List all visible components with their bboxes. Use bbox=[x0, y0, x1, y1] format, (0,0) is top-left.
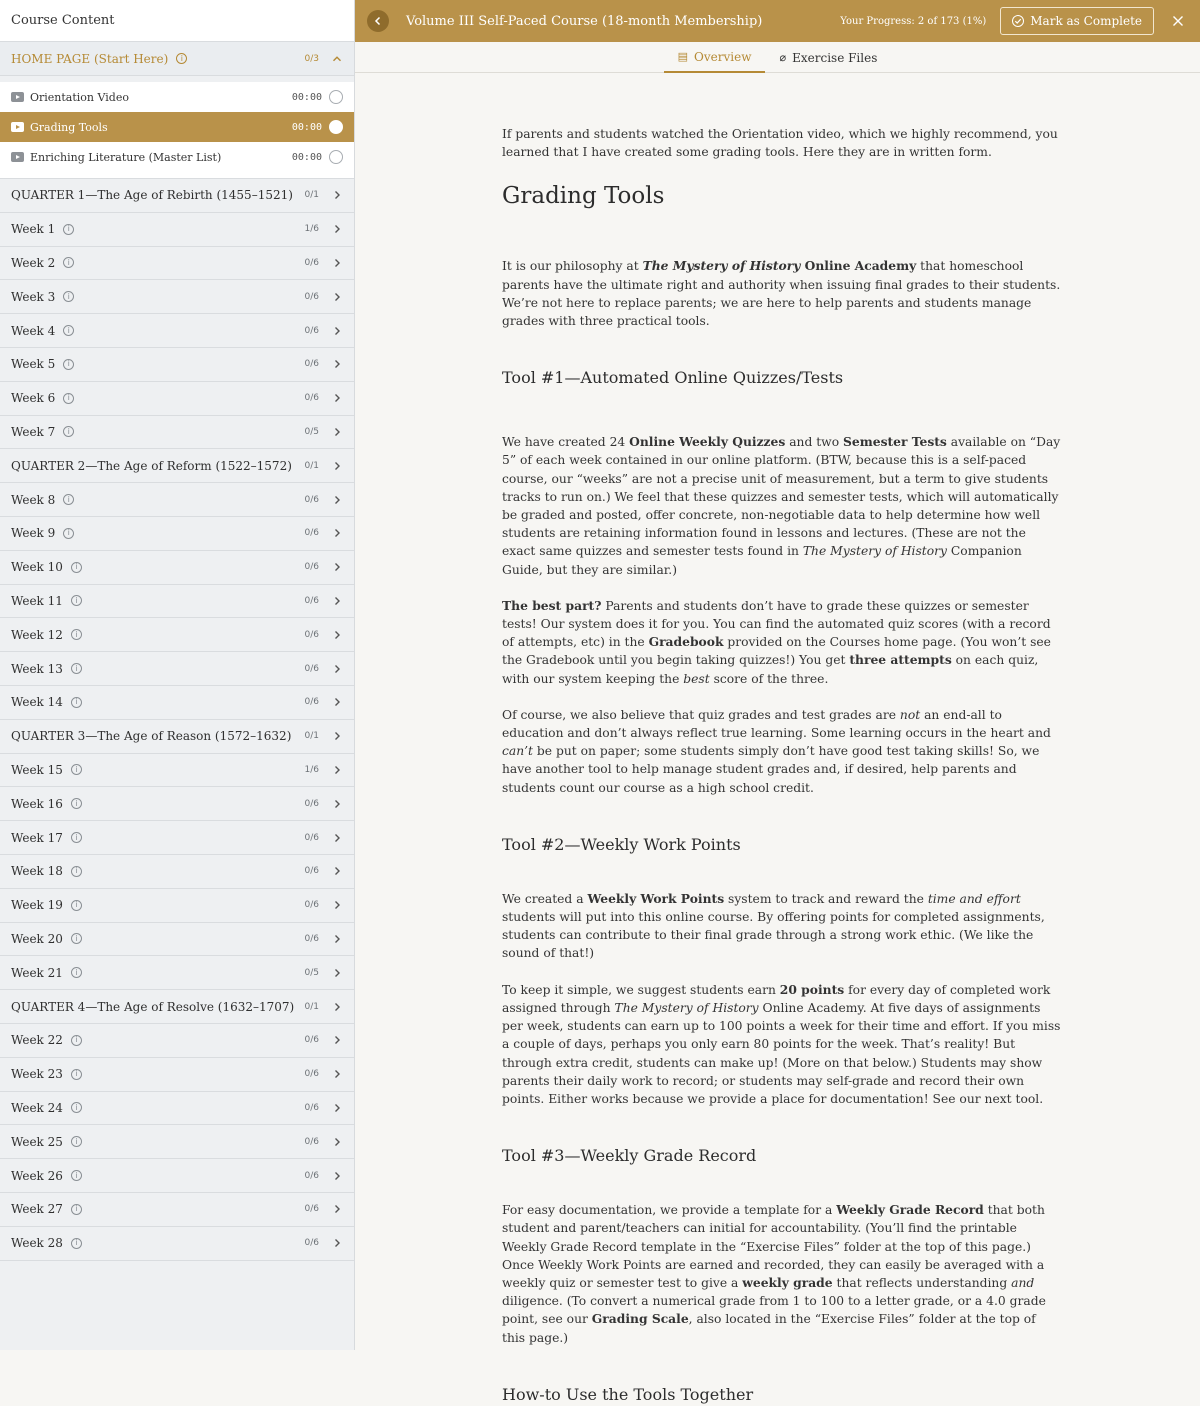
info-icon[interactable]: i bbox=[71, 1204, 82, 1215]
section-title bbox=[11, 459, 305, 473]
section-count: 0/3 bbox=[304, 53, 319, 64]
section-title-text: QUARTER 4—The Age of Resolve (1632–1707) bbox=[11, 999, 295, 1014]
section-week[interactable] bbox=[0, 1125, 354, 1159]
tool1-paragraph-3 bbox=[502, 706, 1062, 797]
section-count: 0/6 bbox=[304, 1238, 319, 1249]
video-play-icon bbox=[11, 122, 24, 132]
section-title bbox=[11, 594, 305, 608]
chevron-right-icon[interactable] bbox=[331, 865, 343, 877]
info-icon[interactable]: i bbox=[71, 629, 82, 640]
chevron-right-icon[interactable] bbox=[331, 595, 343, 607]
section-title bbox=[11, 526, 305, 540]
close-button[interactable] bbox=[1166, 9, 1190, 33]
sidebar-header: Course Content bbox=[0, 0, 354, 42]
section-title-text: Week 15 bbox=[11, 762, 63, 777]
text: that both student and parent/teachers can initial for accountability. (You’ll find the printable Weekly Grade Record template in the “Exercise Files” folder at the top of this page.) Once Weekly Work Points are earned and recorded, they can easily be averaged with a weekly quiz or semester test to give a bbox=[502, 1203, 1045, 1290]
chevron-right-icon[interactable] bbox=[331, 696, 343, 708]
text-bold: Gradebook bbox=[648, 634, 724, 650]
section-title-text: HOME PAGE (Start Here) bbox=[11, 51, 169, 66]
chevron-right-icon[interactable] bbox=[331, 1068, 343, 1080]
info-icon[interactable]: i bbox=[71, 1069, 82, 1080]
chevron-right-icon[interactable] bbox=[331, 730, 343, 742]
text-bold: Online Academy bbox=[800, 258, 917, 274]
chevron-right-icon[interactable] bbox=[331, 967, 343, 979]
section-count: 0/6 bbox=[304, 1035, 319, 1046]
section-title bbox=[11, 831, 305, 845]
section-week[interactable] bbox=[0, 1092, 354, 1126]
section-title bbox=[11, 425, 305, 439]
tab-label: Overview bbox=[694, 49, 752, 64]
section-title bbox=[11, 932, 305, 946]
section-title bbox=[11, 1067, 305, 1081]
text-bold: weekly grade bbox=[742, 1274, 833, 1290]
section-title-text: Week 10 bbox=[11, 560, 63, 575]
section-title-text: Week 19 bbox=[11, 898, 63, 913]
section-title bbox=[11, 662, 305, 676]
close-icon bbox=[1172, 15, 1184, 27]
section-week[interactable] bbox=[0, 686, 354, 720]
section-week[interactable] bbox=[0, 923, 354, 957]
section-week[interactable] bbox=[0, 956, 354, 990]
info-icon[interactable]: i bbox=[63, 393, 74, 404]
info-icon[interactable]: i bbox=[71, 1170, 82, 1181]
section-title-text: Week 13 bbox=[11, 661, 63, 676]
text-italic: not bbox=[899, 707, 921, 722]
chevron-right-icon[interactable] bbox=[331, 1102, 343, 1114]
info-icon[interactable]: i bbox=[71, 1102, 82, 1113]
chevron-right-icon[interactable] bbox=[331, 223, 343, 235]
info-icon[interactable]: i bbox=[71, 798, 82, 809]
course-title: Volume III Self-Paced Course (18-month Membership) bbox=[406, 13, 763, 29]
section-title-text: Week 16 bbox=[11, 796, 63, 811]
chevron-right-icon[interactable] bbox=[331, 291, 343, 303]
section-title-text: Week 7 bbox=[11, 424, 56, 439]
section-count: 0/6 bbox=[304, 1170, 319, 1181]
page-title: Grading Tools bbox=[502, 183, 665, 210]
text: students will put into this online course. By offering points for completed assignments, students can contribute to their final grade through a strong work ethic. (We like the sound of that!) bbox=[502, 910, 1045, 961]
section-title bbox=[11, 966, 305, 980]
chevron-right-icon[interactable] bbox=[331, 426, 343, 438]
section-week[interactable] bbox=[0, 483, 354, 517]
text: available on “Day 5” of each week contained in our online platform. (BTW, because this is a self-paced course, our “weeks” are not a precise unit of measurement, but a term to give students tracks to run on.) We feel that these quizzes and semester tests, which will automatically be graded and posted, offer concrete, non-negotiable data to help determine how well students are retaining information found in lessons and lectures. (These are not the exact same quizzes and semester tests found in bbox=[502, 435, 1061, 559]
section-title-text: QUARTER 3—The Age of Reason (1572–1632) bbox=[11, 729, 292, 744]
tab-exercise-files[interactable] bbox=[765, 42, 891, 73]
chevron-right-icon[interactable] bbox=[331, 629, 343, 641]
chevron-right-icon[interactable] bbox=[331, 325, 343, 337]
chevron-right-icon[interactable] bbox=[331, 899, 343, 911]
info-icon[interactable]: i bbox=[63, 494, 74, 505]
tool3-heading: Tool #3—Weekly Grade Record bbox=[502, 1146, 757, 1166]
section-title-text: Week 27 bbox=[11, 1202, 63, 1217]
section-quarter[interactable] bbox=[0, 179, 354, 213]
text-bold: three attempts bbox=[849, 652, 952, 668]
completion-circle-icon[interactable] bbox=[329, 120, 343, 134]
chevron-right-icon[interactable] bbox=[331, 1001, 343, 1013]
section-title-text: Week 5 bbox=[11, 357, 56, 372]
tool1-paragraph-2 bbox=[502, 597, 1062, 688]
lesson-item-enriching-literature[interactable] bbox=[0, 142, 354, 172]
section-title-text: Week 14 bbox=[11, 695, 63, 710]
text-bold: Weekly Work Points bbox=[587, 890, 725, 906]
text: Parents and students don’t have to grade these quizzes or semester tests! Our system does it for you. You can find the automated quiz scores (with a record of attempts, etc) in the bbox=[502, 598, 1051, 650]
chevron-right-icon[interactable] bbox=[331, 527, 343, 539]
text-bold: Grading Scale bbox=[591, 1311, 689, 1327]
section-count: 0/1 bbox=[304, 1001, 319, 1012]
section-week[interactable] bbox=[0, 551, 354, 585]
section-title bbox=[11, 898, 305, 912]
text: for every day of completed work assigned through bbox=[502, 982, 1051, 1015]
section-title bbox=[11, 1033, 305, 1047]
text: score of the three. bbox=[709, 671, 829, 686]
section-week[interactable] bbox=[0, 754, 354, 788]
howto-heading: How-to Use the Tools Together bbox=[502, 1384, 754, 1404]
text: , also located in the “Exercise Files” folder at the top of this page.) bbox=[502, 1312, 1036, 1345]
section-week[interactable] bbox=[0, 618, 354, 652]
text: We created a bbox=[502, 891, 588, 906]
book-title: The Mystery of History bbox=[642, 258, 801, 274]
section-title-text: Week 28 bbox=[11, 1236, 63, 1251]
tool1-paragraph-1 bbox=[502, 433, 1062, 579]
section-title bbox=[11, 256, 305, 270]
lesson-list bbox=[0, 82, 354, 179]
paperclip-icon: ⌀ bbox=[779, 51, 787, 64]
section-week[interactable] bbox=[0, 416, 354, 450]
section-count: 0/6 bbox=[304, 1204, 319, 1215]
section-title-text: Week 2 bbox=[11, 255, 56, 270]
info-icon[interactable]: i bbox=[71, 764, 82, 775]
section-count: 0/6 bbox=[304, 494, 319, 505]
section-title-text: Week 20 bbox=[11, 931, 63, 946]
tool3-paragraph-1 bbox=[502, 1201, 1062, 1347]
section-list bbox=[0, 179, 354, 1261]
info-icon[interactable]: i bbox=[71, 1035, 82, 1046]
book-title: The Mystery of History bbox=[802, 544, 947, 559]
info-icon[interactable]: i bbox=[63, 528, 74, 539]
chevron-right-icon[interactable] bbox=[331, 798, 343, 810]
section-title-text: Week 25 bbox=[11, 1134, 63, 1149]
section-title bbox=[11, 729, 305, 743]
tool1-heading: Tool #1—Automated Online Quizzes/Tests bbox=[502, 368, 844, 388]
section-title bbox=[11, 1202, 305, 1216]
section-title-text: Week 9 bbox=[11, 526, 56, 541]
section-week[interactable] bbox=[0, 585, 354, 619]
section-title bbox=[11, 222, 305, 236]
text: Online Academy. At five days of assignments per week, students can earn up to 100 points a week for their time and effort. If you miss a couple of days, perhaps you only earn 80 points for the week. That’s reality! But through extra credit, students can make up! (More on that below.) Students may show parents their daily work to record; or students may self-grade and record their own points. Either works because we provide a place for documentation! See our next tool. bbox=[502, 1000, 1061, 1106]
progress-value: 2 of 173 (1%) bbox=[917, 15, 987, 27]
section-title bbox=[11, 1169, 305, 1183]
lesson-title: Grading Tools bbox=[30, 120, 108, 134]
section-count: 0/6 bbox=[304, 528, 319, 539]
text-bold: The best part? bbox=[502, 597, 602, 613]
text: Companion Guide, but they are similar.) bbox=[502, 544, 1022, 577]
progress-label: Your Progress: bbox=[840, 15, 915, 27]
info-icon[interactable]: i bbox=[71, 595, 82, 606]
tool2-heading: Tool #2—Weekly Work Points bbox=[502, 834, 741, 854]
info-icon[interactable]: i bbox=[71, 1238, 82, 1249]
mark-as-complete-button[interactable] bbox=[1000, 7, 1154, 35]
chevron-up-icon[interactable] bbox=[331, 53, 343, 65]
section-week[interactable] bbox=[0, 314, 354, 348]
section-count: 0/6 bbox=[304, 832, 319, 843]
section-title-text: Week 21 bbox=[11, 965, 63, 980]
info-icon[interactable]: i bbox=[71, 697, 82, 708]
section-week[interactable] bbox=[0, 348, 354, 382]
section-count: 0/6 bbox=[304, 359, 319, 370]
section-title bbox=[11, 52, 305, 66]
section-title-text: Week 1 bbox=[11, 222, 56, 237]
section-week[interactable] bbox=[0, 517, 354, 551]
section-count: 0/6 bbox=[304, 697, 319, 708]
text-italic: best bbox=[683, 671, 710, 686]
section-week[interactable] bbox=[0, 1227, 354, 1261]
chevron-right-icon[interactable] bbox=[331, 663, 343, 675]
section-title bbox=[11, 763, 305, 777]
section-title-text: Week 8 bbox=[11, 492, 56, 507]
text: provided on the Courses home page. (You won’t see the Gradebook until you begin taking quizzes!) You get bbox=[502, 635, 1051, 668]
section-week[interactable] bbox=[0, 1058, 354, 1092]
text: diligence. (To convert a numerical grade from 1 to 100 to a letter grade, or a 4.0 grade point, see our bbox=[502, 1294, 1046, 1327]
section-home-page[interactable] bbox=[0, 42, 354, 76]
section-title bbox=[11, 695, 305, 709]
text-bold: 20 points bbox=[779, 981, 845, 997]
section-count: 0/5 bbox=[304, 967, 319, 978]
info-icon[interactable]: i bbox=[63, 291, 74, 302]
section-title bbox=[11, 628, 305, 642]
section-count: 0/6 bbox=[304, 1069, 319, 1080]
section-title bbox=[11, 1101, 305, 1115]
section-week[interactable] bbox=[0, 652, 354, 686]
section-week[interactable] bbox=[0, 1159, 354, 1193]
chevron-right-icon[interactable] bbox=[331, 358, 343, 370]
lesson-item-orientation-video[interactable] bbox=[0, 82, 354, 112]
section-count: 0/6 bbox=[304, 325, 319, 336]
section-quarter[interactable] bbox=[0, 720, 354, 754]
section-title bbox=[11, 357, 305, 371]
text: an end-all to education and don’t always reflect true learning. Some learning occurs in the heart and bbox=[502, 707, 1051, 741]
section-title-text: Week 6 bbox=[11, 391, 56, 406]
section-title-text: Week 4 bbox=[11, 323, 56, 338]
section-count: 0/1 bbox=[304, 190, 319, 201]
section-count: 0/6 bbox=[304, 663, 319, 674]
chevron-right-icon[interactable] bbox=[331, 460, 343, 472]
section-quarter[interactable] bbox=[0, 449, 354, 483]
section-count: 0/5 bbox=[304, 426, 319, 437]
section-week[interactable] bbox=[0, 821, 354, 855]
section-week[interactable] bbox=[0, 889, 354, 923]
section-title-text: QUARTER 2—The Age of Reform (1522–1572) bbox=[11, 458, 292, 473]
text: and two bbox=[785, 435, 844, 450]
chevron-right-icon[interactable] bbox=[331, 1237, 343, 1249]
section-week[interactable] bbox=[0, 247, 354, 281]
text: that homeschool parents have the ultimate right and authority when issuing final grades to their students. We’re not here to replace parents; we are here to help parents and students manage grades with three practical tools. bbox=[502, 259, 1061, 329]
section-title bbox=[11, 560, 305, 574]
section-count: 0/6 bbox=[304, 900, 319, 911]
info-icon[interactable]: i bbox=[63, 224, 74, 235]
book-title: The Mystery of History bbox=[614, 1000, 759, 1015]
text: system to track and reward the bbox=[724, 891, 928, 906]
document-icon: ▤ bbox=[677, 50, 689, 63]
section-count: 0/6 bbox=[304, 1102, 319, 1113]
progress-indicator bbox=[840, 16, 986, 27]
section-count: 0/6 bbox=[304, 393, 319, 404]
section-week[interactable] bbox=[0, 1024, 354, 1058]
completion-circle-icon[interactable] bbox=[329, 150, 343, 164]
chevron-right-icon[interactable] bbox=[331, 1203, 343, 1215]
video-play-icon bbox=[11, 92, 24, 102]
lesson-title: Enriching Literature (Master List) bbox=[30, 150, 222, 164]
info-icon[interactable]: i bbox=[71, 967, 82, 978]
info-icon[interactable]: i bbox=[63, 257, 74, 268]
info-icon[interactable]: i bbox=[71, 866, 82, 877]
text: It is our philosophy at bbox=[502, 259, 643, 274]
section-count: 0/6 bbox=[304, 257, 319, 268]
section-week[interactable] bbox=[0, 382, 354, 416]
chevron-right-icon[interactable] bbox=[331, 1170, 343, 1182]
section-count: 0/6 bbox=[304, 291, 319, 302]
lesson-duration: 00:00 bbox=[291, 121, 322, 133]
section-title-text: Week 12 bbox=[11, 627, 63, 642]
completion-circle-icon[interactable] bbox=[329, 90, 343, 104]
info-icon[interactable]: i bbox=[63, 359, 74, 370]
info-icon[interactable]: i bbox=[176, 53, 187, 64]
info-icon[interactable]: i bbox=[71, 933, 82, 944]
section-title bbox=[11, 324, 305, 338]
chevron-right-icon[interactable] bbox=[331, 189, 343, 201]
check-circle-icon bbox=[1012, 15, 1024, 27]
text: that reflects understanding bbox=[832, 1275, 1012, 1290]
info-icon[interactable]: i bbox=[71, 1136, 82, 1147]
tab-label: Exercise Files bbox=[792, 50, 878, 65]
section-title-text: Week 23 bbox=[11, 1067, 63, 1082]
section-count: 0/6 bbox=[304, 866, 319, 877]
section-title bbox=[11, 864, 305, 878]
section-title-text: Week 11 bbox=[11, 593, 63, 608]
text: be put on paper; some students simply don’t have good test taking skills! So, we have another tool to help manage student grades and, if desired, help parents and students count our course as a high school credit. bbox=[502, 744, 1040, 795]
section-count: 1/6 bbox=[304, 764, 319, 775]
content-tabs bbox=[355, 42, 1200, 73]
section-count: 0/6 bbox=[304, 595, 319, 606]
info-icon[interactable]: i bbox=[71, 832, 82, 843]
text-italic: and bbox=[1011, 1275, 1035, 1290]
tool2-paragraph-1 bbox=[502, 890, 1062, 963]
lesson-duration: 00:00 bbox=[291, 91, 322, 103]
text-italic: can’t bbox=[502, 744, 533, 759]
section-title-text: Week 3 bbox=[11, 289, 56, 304]
info-icon[interactable]: i bbox=[63, 325, 74, 336]
section-title-text: Week 24 bbox=[11, 1100, 63, 1115]
chevron-right-icon[interactable] bbox=[331, 392, 343, 404]
section-title bbox=[11, 1135, 305, 1149]
lesson-title: Orientation Video bbox=[30, 90, 129, 104]
chevron-right-icon[interactable] bbox=[331, 1136, 343, 1148]
text: We have created 24 bbox=[502, 435, 630, 450]
chevron-left-icon bbox=[373, 16, 383, 26]
mark-as-complete-label: Mark as Complete bbox=[1030, 14, 1142, 28]
text: For easy documentation, we provide a template for a bbox=[502, 1203, 837, 1218]
intro-paragraph: If parents and students watched the Orientation video, which we highly recommend, you learned that I have created some grading tools. Here they are in written form. bbox=[502, 127, 1058, 160]
info-icon[interactable]: i bbox=[71, 663, 82, 674]
chevron-right-icon[interactable] bbox=[331, 1034, 343, 1046]
section-week[interactable] bbox=[0, 787, 354, 821]
section-count: 0/6 bbox=[304, 1136, 319, 1147]
info-icon[interactable]: i bbox=[71, 562, 82, 573]
section-title-text: Week 17 bbox=[11, 830, 63, 845]
section-count: 0/6 bbox=[304, 798, 319, 809]
philosophy-paragraph bbox=[502, 257, 1062, 330]
section-count: 0/6 bbox=[304, 629, 319, 640]
section-week[interactable] bbox=[0, 855, 354, 889]
section-title bbox=[11, 188, 305, 202]
section-week[interactable] bbox=[0, 280, 354, 314]
course-topbar bbox=[355, 0, 1200, 42]
section-title-text: Week 18 bbox=[11, 864, 63, 879]
video-play-icon bbox=[11, 152, 24, 162]
text-bold: Semester Tests bbox=[843, 434, 947, 450]
text-italic: time and effort bbox=[927, 891, 1021, 906]
lesson-content bbox=[502, 125, 1062, 1406]
section-count: 1/6 bbox=[304, 224, 319, 235]
section-title-text: Week 22 bbox=[11, 1033, 63, 1048]
section-count: 0/6 bbox=[304, 562, 319, 573]
tool2-paragraph-2 bbox=[502, 981, 1062, 1108]
chevron-right-icon[interactable] bbox=[331, 561, 343, 573]
chevron-right-icon[interactable] bbox=[331, 764, 343, 776]
section-count: 0/1 bbox=[304, 460, 319, 471]
section-title bbox=[11, 797, 305, 811]
chevron-right-icon[interactable] bbox=[331, 933, 343, 945]
section-title bbox=[11, 290, 305, 304]
section-week[interactable] bbox=[0, 1193, 354, 1227]
text-bold: Online Weekly Quizzes bbox=[629, 434, 786, 450]
text-bold: Weekly Grade Record bbox=[836, 1202, 984, 1218]
section-count: 0/1 bbox=[304, 731, 319, 742]
section-title bbox=[11, 493, 305, 507]
back-button[interactable] bbox=[367, 10, 389, 32]
section-title bbox=[11, 1236, 305, 1250]
section-week[interactable] bbox=[0, 213, 354, 247]
section-title-text: Week 26 bbox=[11, 1168, 63, 1183]
section-title bbox=[11, 391, 305, 405]
section-title-text: QUARTER 1—The Age of Rebirth (1455–1521) bbox=[11, 188, 293, 203]
text: on each quiz, with our system keeping the bbox=[502, 653, 1039, 686]
section-title bbox=[11, 1000, 305, 1014]
section-count: 0/6 bbox=[304, 933, 319, 944]
chevron-right-icon[interactable] bbox=[331, 257, 343, 269]
lesson-duration: 00:00 bbox=[291, 151, 322, 163]
lesson-item-grading-tools[interactable] bbox=[0, 112, 354, 142]
section-quarter[interactable] bbox=[0, 990, 354, 1024]
text: Of course, we also believe that quiz grades and test grades are bbox=[502, 707, 900, 722]
chevron-right-icon[interactable] bbox=[331, 494, 343, 506]
chevron-right-icon[interactable] bbox=[331, 832, 343, 844]
info-icon[interactable]: i bbox=[63, 426, 74, 437]
info-icon[interactable]: i bbox=[71, 900, 82, 911]
tab-overview[interactable] bbox=[664, 42, 766, 73]
course-sidebar bbox=[0, 0, 355, 1350]
text: To keep it simple, we suggest students earn bbox=[502, 982, 780, 997]
